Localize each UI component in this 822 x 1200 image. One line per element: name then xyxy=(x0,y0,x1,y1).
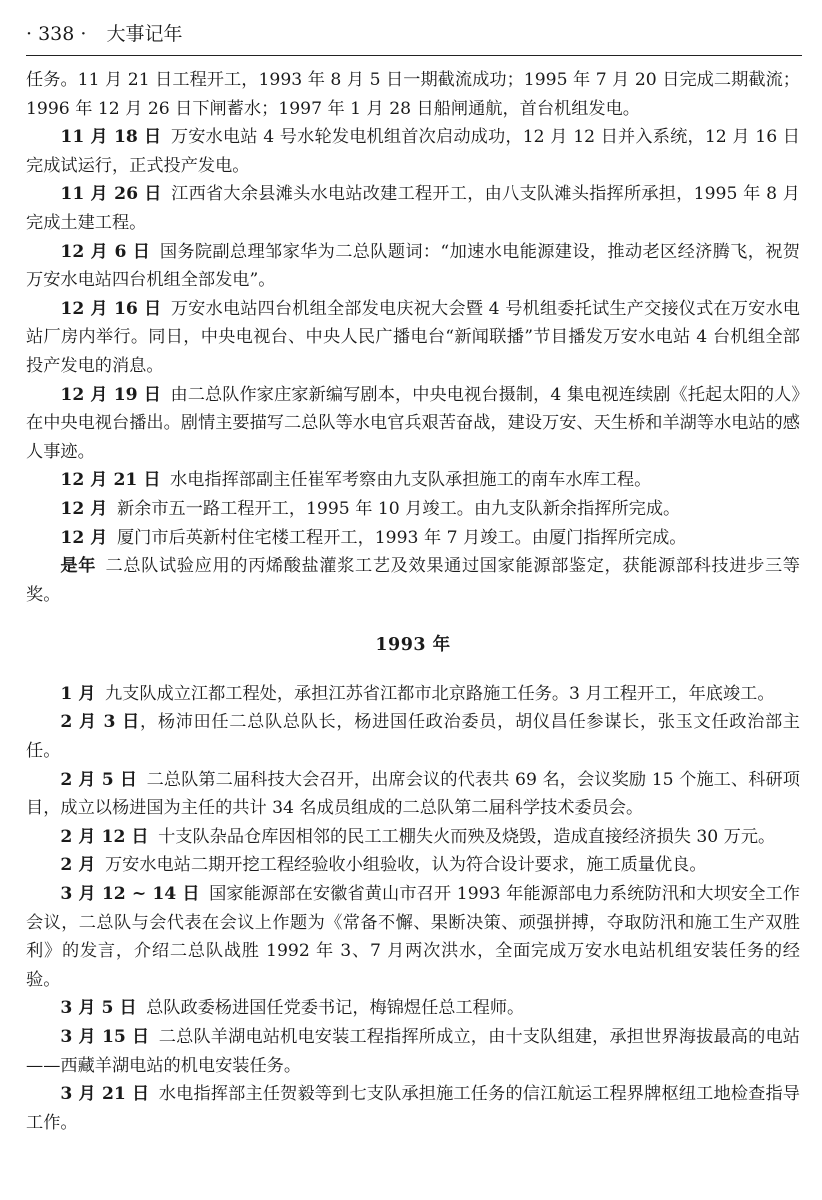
entry-paragraph xyxy=(26,823,800,852)
entry-text: 总队政委杨进国任党委书记，梅锦煜任总工程师。 xyxy=(146,998,525,1019)
page-number: · 338 · xyxy=(26,23,87,45)
entry-date: 12 月 6 日 xyxy=(60,241,151,262)
entry-text: 国家能源部在安徽省黄山市召开 1993 年能源部电力系统防汛和大坝安全工作会议，二总队与会代表在会议上作题为《常备不懈、果断决策、顽强拼搏，夺取防汛和施工生产双胜利》的发言，介绍二总队战胜 1992 年 3、7 月两次洪水，全面完成万安水电站机组安装任务的经验。 xyxy=(26,884,800,990)
entry-text: 新余市五一路工程开工，1995 年 10 月竣工。由九支队新余指挥所完成。 xyxy=(116,498,681,519)
entry-date: 11 月 18 日 xyxy=(60,127,162,148)
entry-paragraph xyxy=(26,766,800,823)
entry-paragraph xyxy=(26,495,800,524)
entry-text: 二总队羊湖电站机电安装工程指挥所成立，由十支队组建，承担世界海拔最高的电站——西藏羊湖电站的机电安装任务。 xyxy=(26,1027,800,1076)
entry-text: 二总队第二届科技大会召开，出席会议的代表共 69 名，会议奖励 15 个施工、科研项目，成立以杨进国为主任的共计 34 名成员组成的二总队第二届科学技术委员会。 xyxy=(26,769,800,819)
entry-date: 1 月 xyxy=(60,683,96,704)
entry-text: 任务。11 月 21 日工程开工，1993 年 8 月 5 日一期截流成功；1995 年 7 月 20 日完成二期截流；1996 年 12 月 26 日下闸蓄水；1997 年 1 月 28 日船闸通航，首台机组发电。 xyxy=(26,70,800,119)
entry-date: 12 月 21 日 xyxy=(60,470,161,491)
entry-date: 3 月 21 日 xyxy=(60,1084,150,1105)
entry-text: 万安水电站二期开挖工程经验收小组验收，认为符合设计要求，施工质量优良。 xyxy=(104,855,707,876)
entry-date: 是年 xyxy=(60,556,97,577)
entry-text: 万安水电站四台机组全部发电庆祝大会暨 4 号机组委托试生产交接仪式在万安水电站厂房内举行。同日，中央电视台、中央人民广播电台“新闻联播”节目播发万安水电站 4 台机组全部投产发电的消息。 xyxy=(26,298,800,376)
entry-paragraph xyxy=(26,123,800,180)
entry-text: 九支队成立江都工程处，承担江苏省江都市北京路施工任务。3 月工程开工，年底竣工。 xyxy=(104,683,775,704)
entry-date: 12 月 19 日 xyxy=(60,384,161,405)
page-header xyxy=(26,14,806,54)
entry-paragraph xyxy=(26,680,800,709)
entry-paragraph xyxy=(26,295,800,381)
entry-paragraph xyxy=(26,180,800,237)
entry-paragraph xyxy=(26,381,800,467)
entry-paragraph xyxy=(26,466,800,495)
entry-date: 2 月 xyxy=(60,855,96,876)
year-heading: 1993 年 xyxy=(375,635,451,656)
entry-text: 厦门市后英新村住宅楼工程开工，1993 年 7 月竣工。由厦门指挥所完成。 xyxy=(116,527,687,548)
entry-paragraph xyxy=(26,851,800,880)
page-content xyxy=(26,66,800,1137)
entry-date: 12 月 16 日 xyxy=(60,298,162,319)
entry-date: 3 月 15 日 xyxy=(60,1027,150,1047)
entry-paragraph xyxy=(26,994,800,1023)
entry-paragraph xyxy=(26,238,800,295)
entry-text: 水电指挥部主任贺毅等到七支队承担施工任务的信江航运工程界牌枢纽工地检查指导工作。 xyxy=(26,1084,800,1133)
entry-paragraph xyxy=(26,708,800,765)
entry-text: 江西省大余县滩头水电站改建工程开工，由八支队滩头指挥所承担，1995 年 8 月完成土建工程。 xyxy=(26,184,800,233)
entry-date: 12 月 xyxy=(60,498,108,519)
entry-text: 十支队杂品仓库因相邻的民工工棚失火而殃及烧毁，造成直接经济损失 30 万元。 xyxy=(158,826,776,847)
entry-text: 水电指挥部副主任崔军考察由九支队承担施工的南车水库工程。 xyxy=(170,470,652,491)
entry-paragraph xyxy=(26,552,800,609)
entry-text: 国务院副总理邹家华为二总队题词：“加速水电能源建设，推动老区经济腾飞，祝贺万安水电站四台机组全部发电”。 xyxy=(26,241,800,291)
entry-date: 12 月 xyxy=(60,527,108,548)
header-rule xyxy=(26,55,802,56)
entry-date: 2 月 5 日 xyxy=(60,769,138,790)
section-title: 大事记年 xyxy=(106,23,183,45)
entry-text: 由二总队作家庄家新编写剧本，中央电视台摄制，4 集电视连续剧《托起太阳的人》在中央电视台播出。剧情主要描写二总队等水电官兵艰苦奋战，建设万安、天生桥和羊湖等水电站的感人事迹。 xyxy=(26,384,800,462)
entry-text: 万安水电站 4 号水轮发电机组首次启动成功，12 月 12 日并入系统，12 月 16 日完成试运行，正式投产发电。 xyxy=(26,127,800,176)
entry-text: ，杨沛田任二总队总队长，杨进国任政治委员，胡仪昌任参谋长，张玉文任政治部主任。 xyxy=(26,712,800,762)
entry-date: 11 月 26 日 xyxy=(60,184,162,205)
entry-paragraph xyxy=(26,880,800,994)
entry-paragraph xyxy=(26,1080,800,1137)
entry-paragraph xyxy=(26,1023,800,1080)
entry-paragraph xyxy=(26,524,800,553)
entry-date: 2 月 12 日 xyxy=(60,826,149,847)
entry-text: 二总队试验应用的丙烯酸盐灌浆工艺及效果通过国家能源部鉴定，获能源部科技进步三等奖。 xyxy=(26,556,800,605)
entry-date: 2 月 3 日 xyxy=(60,712,140,733)
entry-date: 3 月 12 ~ 14 日 xyxy=(60,884,200,905)
entry-date: 3 月 5 日 xyxy=(60,998,137,1019)
entry-paragraph xyxy=(26,66,800,123)
